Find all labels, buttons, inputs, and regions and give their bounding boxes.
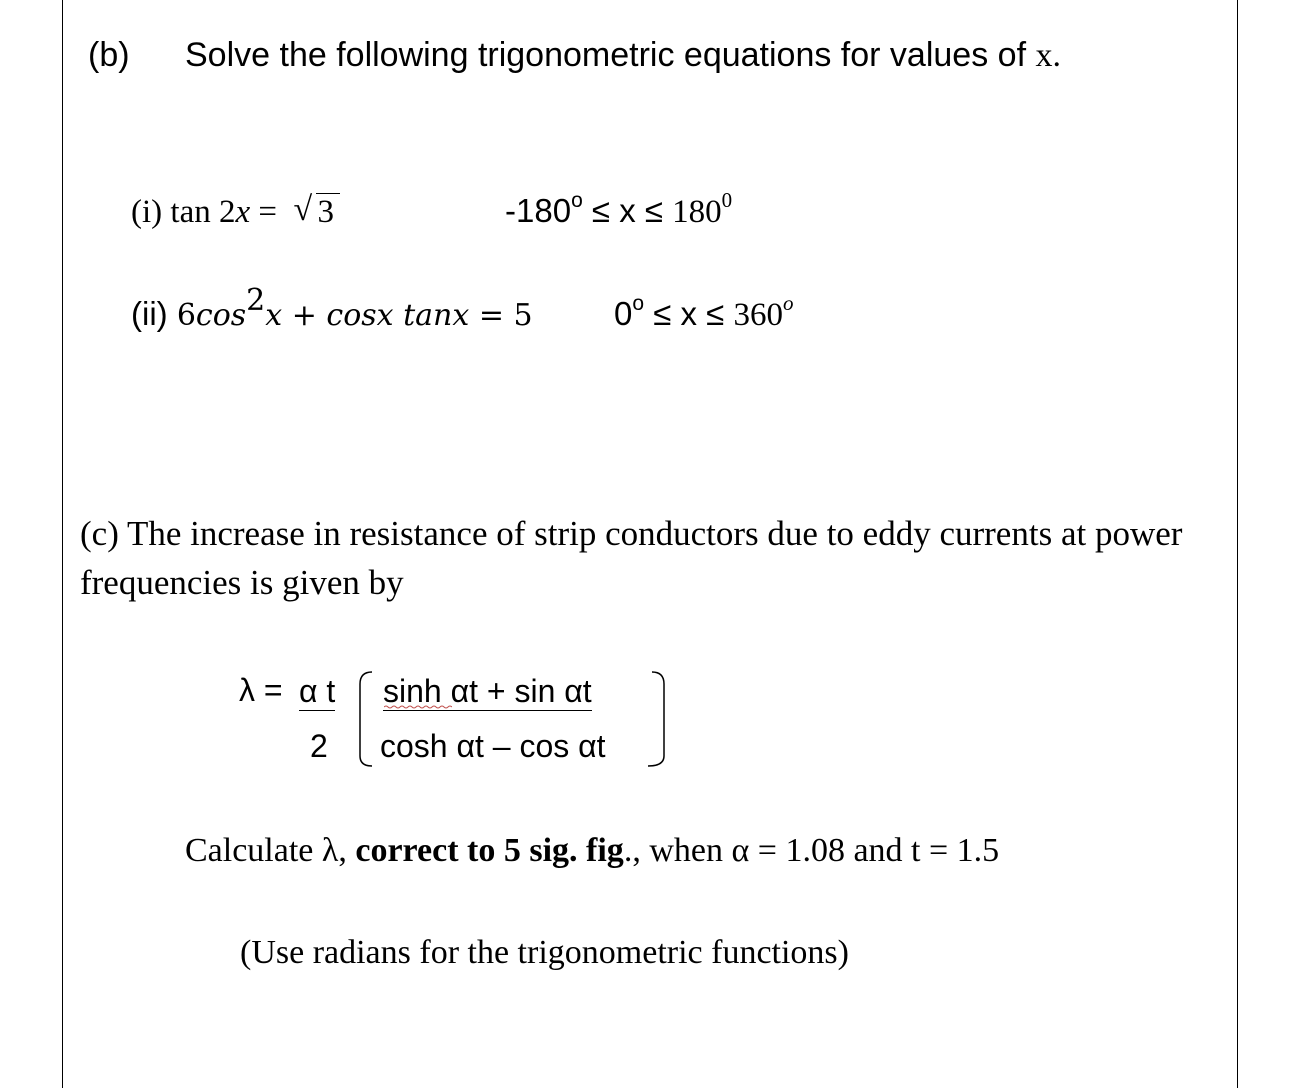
spellcheck-squiggle-icon	[384, 705, 452, 709]
equation-ii-label: (ii)	[131, 295, 177, 332]
equation-ii-term2: cosx tanx	[326, 298, 470, 333]
equation-ii-power: 2	[246, 283, 266, 318]
bracket-numerator: sinh αt + sin αt	[383, 673, 592, 709]
bracket-denominator: cosh αt – cos αt	[380, 728, 606, 764]
equation-i-equals: =	[250, 194, 286, 230]
equation-i-var: x	[235, 194, 251, 230]
equation-i	[131, 191, 340, 231]
part-b-instruction	[185, 36, 1061, 75]
equation-ii-coef: 6	[176, 298, 196, 333]
equation-ii-equals: = 5	[469, 298, 533, 333]
fraction-numerator: α t	[299, 673, 336, 709]
range-i-left-degree: o	[571, 189, 583, 212]
calculate-prefix: Calculate λ,	[185, 832, 356, 869]
part-b-label: (b)	[88, 36, 130, 74]
range-i-left: -180	[505, 192, 572, 229]
range-i-mid: ≤ x ≤	[582, 192, 673, 229]
sqrt-three	[293, 191, 341, 231]
range-ii-mid: ≤ x ≤	[644, 295, 734, 332]
range-ii-left: 0	[614, 295, 633, 332]
calculate-suffix: ., when α = 1.08 and t = 1.5	[623, 832, 1000, 869]
equation-i-range	[505, 188, 733, 231]
radical-sign-icon: √	[293, 191, 313, 228]
equation-ii-term1: cos	[195, 298, 247, 333]
range-i-right-degree: 0	[721, 188, 733, 212]
equation-ii	[131, 283, 533, 333]
calculate-bold: correct to 5 sig. fig	[355, 832, 624, 869]
part-c-line-1: (c) The increase in resistance of strip conductors due to eddy currents at power	[80, 514, 1183, 553]
range-ii-right-degree: o	[782, 291, 794, 315]
range-ii-left-degree: o	[632, 292, 645, 315]
equation-ii-plus: +	[282, 298, 327, 333]
radicand: 3	[316, 193, 341, 230]
radians-note: (Use radians for the trigonometric functions)	[240, 934, 849, 971]
range-i-right: 180	[672, 194, 722, 230]
fraction-denominator: 2	[310, 728, 328, 764]
part-b-instruction-var: x.	[1035, 37, 1061, 74]
equation-i-label: (i) tan 2	[131, 194, 236, 230]
range-ii-right: 360	[733, 297, 783, 333]
equation-ii-term1-var: x	[265, 298, 283, 333]
formula-lhs: λ =	[239, 672, 292, 708]
equation-ii-range	[614, 291, 794, 334]
calculate-instruction	[185, 832, 999, 870]
part-c-line-2: frequencies is given by	[80, 563, 404, 602]
part-b-instruction-text: Solve the following trigonometric equations for values of	[185, 36, 1036, 74]
